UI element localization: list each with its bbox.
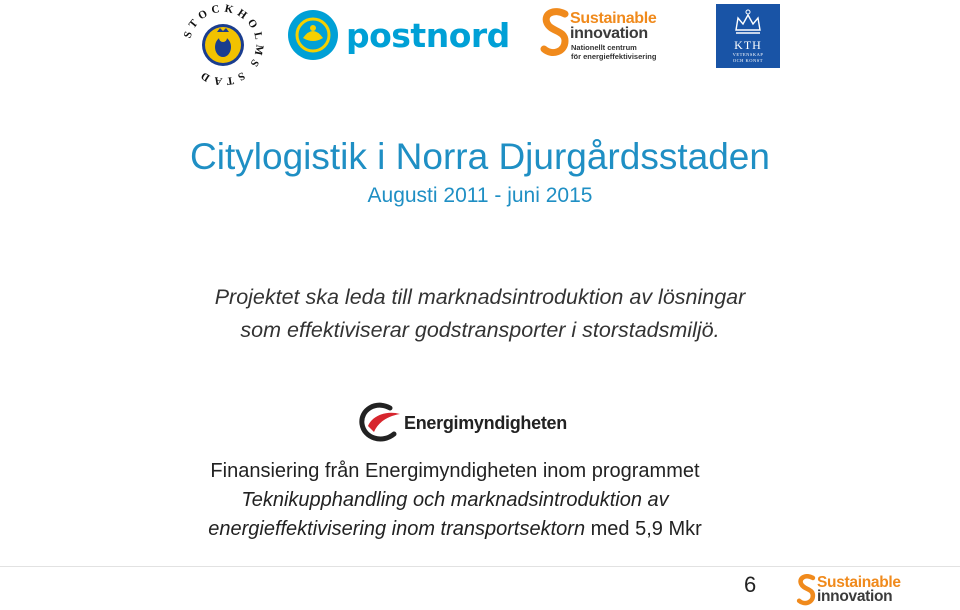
kth-motto-line1: VETENSKAP: [732, 52, 764, 57]
project-description-line2: som effektiviserar godstransporter i storstadsmiljö.: [240, 318, 720, 342]
postnord-horn-icon: [288, 10, 338, 60]
footer-sustainable-word: Sustainable: [817, 574, 901, 591]
innovation-word: innovation: [570, 25, 648, 42]
postnord-logo: [288, 10, 510, 60]
sustainable-innovation-logo: [540, 8, 690, 64]
funding-line1: Finansiering från Energimyndigheten inom programmet: [210, 460, 700, 482]
funding-line3-amount: med 5,9 Mkr: [585, 518, 702, 540]
sustainable-word: Sustainable: [570, 10, 657, 27]
sustainable-innovation-s-icon: [796, 574, 818, 608]
funding-line2: Teknikupphandling och marknadsintroduktion av: [241, 489, 669, 511]
si-subtitle-line2: för energieffektivisering: [571, 52, 657, 61]
energimyndigheten-wordmark: Energimyndigheten: [404, 413, 567, 433]
sustainable-innovation-s-icon: [540, 8, 572, 60]
footer-innovation-word: innovation: [817, 588, 893, 605]
page-subtitle: Augusti 2011 - juni 2015: [367, 184, 593, 207]
project-description-line1: Projektet ska leda till marknadsintroduktion av lösningar: [214, 285, 746, 309]
footer-sustainable-innovation-logo: [796, 574, 946, 608]
page-number: 6: [744, 572, 757, 597]
stockholm-stad-logo: [180, 2, 266, 88]
funding-line3: [0, 518, 910, 541]
funding-line3-italic: energieffektivisering inom transportsektorn: [208, 518, 586, 540]
si-subtitle-line1: Nationellt centrum: [571, 43, 637, 52]
kth-logo: [716, 4, 780, 68]
kth-wordmark: KTH: [734, 38, 762, 52]
kth-motto-line2: OCH KONST: [732, 58, 764, 63]
stockholm-seal-icon: [180, 2, 266, 88]
footer-divider: [0, 566, 960, 567]
stockholm-seal-text: STOCKHOLMS STAD: [181, 2, 266, 88]
kth-crown-icon: [716, 4, 780, 38]
energimyndigheten-swoosh-icon: [356, 400, 402, 446]
energimyndigheten-logo: [356, 400, 568, 446]
postnord-wordmark: postnord: [346, 15, 510, 55]
page-title: Citylogistik i Norra Djurgårdsstaden: [190, 136, 770, 177]
